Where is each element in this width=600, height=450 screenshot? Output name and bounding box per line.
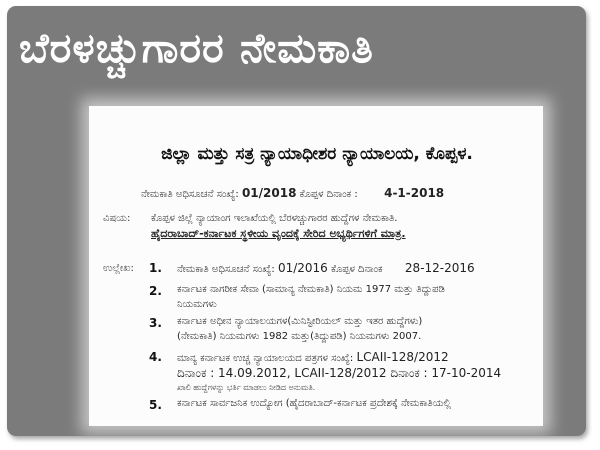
reference-text-line2 (177, 366, 501, 381)
subject-line-1: ಕೊಪ್ಪಳ ಜಿಲ್ಲೆ ನ್ಯಾಯಾಂಗ ಇಲಾಖೆಯಲ್ಲಿ ಬೆರಳಚ್ಚುಗಾರರ ಹುದ್ದೆಗಳ ನೇಮಕಾತಿ. (151, 213, 398, 224)
reference-text-line3: ಖಾಲಿ ಹುದ್ದೆಗಳನ್ನು ಭರ್ತಿ ಮಾಡಲು ನೀಡಿದ ಅನುಮತಿ. (177, 383, 316, 392)
reference-text-line2: ನಿಯಮಗಳು (177, 299, 217, 310)
reference-dates: ದಿನಾಂಕ : 14.09.2012, LCAII-128/2012 ದಿನಾಂಕ : 17-10-2014 (177, 366, 502, 380)
subject-label: ವಿಷಯ: (103, 213, 131, 224)
notification-line (141, 186, 444, 200)
reference-number: 5. (149, 398, 162, 412)
notification-prefix: ನೇಮಕಾತಿ ಅಧಿಸೂಚನೆ ಸಂಖ್ಯೆ: (141, 189, 239, 200)
reference-label-text: ನೇಮಕಾತಿ ಅಧಿಸೂಚನೆ ಸಂಖ್ಯೆ: (177, 264, 275, 275)
subject-line-2: ಹೈದರಾಬಾದ್-ಕರ್ನಾಟಕ ಸ್ಥಳೀಯ ವೃಂದಕ್ಕೆ ಸೇರಿದ ಅಭ್ಯರ್ಥಿಗಳಿಗೆ ಮಾತ್ರ. (151, 227, 406, 240)
notification-number: 01/2018 (241, 186, 297, 200)
reference-number: 3. (149, 316, 162, 330)
reference-text: ಕರ್ನಾಟಕ ಅಧೀನ ನ್ಯಾಯಾಲಯಗಳ(ಮಿನಿಸ್ಟೀರಿಯಲ್ ಮತ್ತು ಇತರ ಹುದ್ದೆಗಳು) (177, 316, 423, 327)
reference-number: 4. (149, 350, 162, 364)
reference-value: LCAII-128/2012 (356, 350, 449, 364)
reference-number: 2. (149, 284, 162, 298)
reference-text-line2: (ನೇಮಕಾತಿ) ನಿಯಮಗಳು 1982 ಮತ್ತು(ತಿದ್ದುಪಡಿ) ನಿಯಮಗಳು 2007. (177, 331, 422, 342)
document-image (89, 106, 543, 426)
article-card (7, 6, 586, 436)
reference-text: ಕರ್ನಾಟಕ ಸಾರ್ವಜನಿಕ ಉದ್ಯೋಗ (ಹೈದರಾಬಾದ್-ಕರ್ನಾಟಕ ಪ್ರದೇಶಕ್ಕೆ ನೇಮಕಾತಿಯಲ್ಲಿ (177, 398, 451, 409)
reference-date: 28-12-2016 (404, 261, 475, 275)
reference-text: ಕರ್ನಾಟಕ ನಾಗರೀಕ ಸೇವಾ (ಸಾಮಾನ್ಯ ನೇಮಕಾತಿ) ನಿಯಮ 1977 ಮತ್ತು ತಿದ್ದುಪಡಿ (177, 284, 445, 295)
reference-date-label: ಕೊಪ್ಪಳ ದಿನಾಂಕ (330, 264, 383, 275)
reference-text (177, 350, 449, 364)
notification-date-prefix: ಕೊಪ್ಪಳ ದಿನಾಂಕ : (299, 189, 358, 200)
reference-value: 01/2016 (277, 261, 328, 275)
notification-date: 4-1-2018 (384, 186, 445, 200)
reference-number: 1. (149, 261, 162, 275)
headline: ಬೆರಳಚ್ಚುಗಾರರ ನೇಮಕಾತಿ (19, 24, 374, 72)
reference-text (177, 261, 475, 275)
reference-label: ಉಲ್ಲೇಖ: (103, 263, 134, 274)
reference-label-text: ಮಾನ್ಯ ಕರ್ನಾಟಕ ಉಚ್ಚ ನ್ಯಾಯಾಲಯದ ಪತ್ರಗಳ ಸಂಖ್ಯೆ: (177, 353, 354, 364)
court-title: ಜಿಲ್ಲಾ ಮತ್ತು ಸತ್ರ ನ್ಯಾಯಾಧೀಶರ ನ್ಯಾಯಾಲಯ, ಕೊಪ್ಪಳ. (161, 144, 473, 164)
